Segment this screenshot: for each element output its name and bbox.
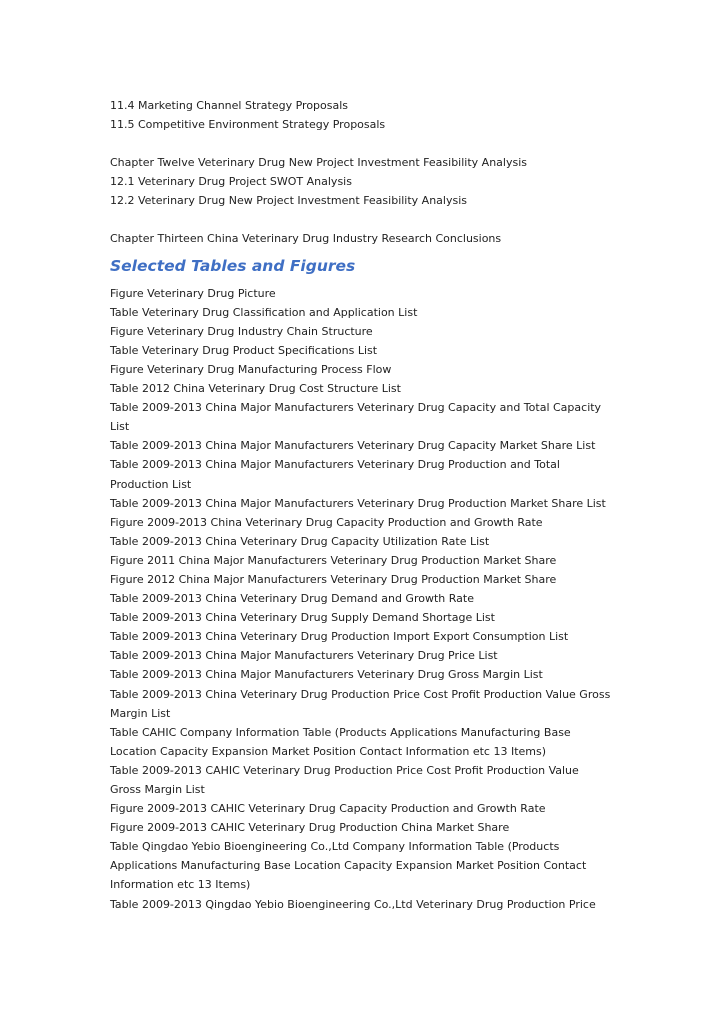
list-item: Table Veterinary Drug Classification and Application List — [110, 305, 418, 319]
toc-line: 11.5 Competitive Environment Strategy Proposals — [110, 118, 386, 132]
list-item: Figure Veterinary Drug Industry Chain Structure — [110, 324, 373, 338]
list-item: List — [110, 420, 130, 434]
list-item: Table 2009-2013 China Veterinary Drug Capacity Utilization Rate List — [110, 534, 490, 548]
list-item: Table 2009-2013 China Veterinary Drug Demand and Growth Rate — [110, 592, 474, 606]
list-item: Applications Manufacturing Base Location Capacity Expansion Market Position Contact — [110, 859, 587, 873]
list-item: Table 2009-2013 China Major Manufacturers Veterinary Drug Capacity Market Share List — [110, 439, 596, 453]
list-item: Table 2009-2013 China Major Manufacturers Veterinary Drug Capacity and Total Capacity — [110, 401, 602, 415]
list-item: Figure 2012 China Major Manufacturers Veterinary Drug Production Market Share — [110, 572, 557, 586]
list-item: Table 2012 China Veterinary Drug Cost Structure List — [110, 382, 401, 396]
list-item: Gross Margin List — [110, 783, 205, 796]
toc-line: Chapter Thirteen China Veterinary Drug Industry Research Conclusions — [110, 232, 502, 246]
list-item: Figure 2009-2013 CAHIC Veterinary Drug Capacity Production and Growth Rate — [110, 802, 546, 816]
spacer — [110, 210, 670, 229]
toc-line: Chapter Twelve Veterinary Drug New Project Investment Feasibility Analysis — [110, 156, 527, 170]
list-item: Figure 2011 China Major Manufacturers Veterinary Drug Production Market Share — [110, 553, 557, 567]
spacer — [110, 134, 670, 153]
document-page — [110, 96, 670, 914]
toc-chapter-13 — [110, 229, 670, 248]
list-item: Table 2009-2013 China Major Manufacturers Veterinary Drug Gross Margin List — [110, 668, 543, 682]
list-item: Figure Veterinary Drug Picture — [110, 286, 276, 300]
list-item: Figure 2009-2013 China Veterinary Drug Capacity Production and Growth Rate — [110, 515, 543, 529]
list-item: Table Qingdao Yebio Bioengineering Co.,Ltd Company Information Table (Products — [110, 840, 560, 854]
list-item: Table 2009-2013 China Veterinary Drug Production Import Export Consumption List — [110, 630, 569, 644]
list-item: Location Capacity Expansion Market Position Contact Information etc 13 Items) — [110, 744, 547, 758]
list-item: Table 2009-2013 China Veterinary Drug Production Price Cost Profit Production Value Gross — [110, 687, 611, 701]
list-item: Table 2009-2013 China Major Manufacturers Veterinary Drug Production and Total — [110, 458, 560, 472]
toc-line: 12.2 Veterinary Drug New Project Investment Feasibility Analysis — [110, 194, 468, 208]
list-item: Table CAHIC Company Information Table (Products Applications Manufacturing Base — [110, 725, 571, 739]
toc-line: 11.4 Marketing Channel Strategy Proposals — [110, 99, 349, 112]
list-item: Table 2009-2013 China Major Manufacturers Veterinary Drug Price List — [110, 649, 498, 663]
section-heading: Selected Tables and Figures — [110, 256, 356, 275]
list-item: Table 2009-2013 CAHIC Veterinary Drug Production Price Cost Profit Production Value — [110, 763, 579, 777]
toc-chapter-12 — [110, 153, 670, 210]
list-item: Margin List — [110, 706, 171, 720]
list-item: Figure Veterinary Drug Manufacturing Process Flow — [110, 362, 392, 376]
list-item: Table Veterinary Drug Product Specifications List — [110, 343, 378, 357]
toc-section-11 — [110, 96, 670, 134]
list-item: Table 2009-2013 China Major Manufacturers Veterinary Drug Production Market Share List — [110, 496, 606, 510]
list-item: Production List — [110, 477, 192, 491]
list-item: Figure 2009-2013 CAHIC Veterinary Drug Production China Market Share — [110, 821, 510, 835]
list-item: Table 2009-2013 China Veterinary Drug Supply Demand Shortage List — [110, 611, 495, 625]
figures-list — [110, 284, 670, 914]
list-item: Table 2009-2013 Qingdao Yebio Bioengineering Co.,Ltd Veterinary Drug Production Price — [110, 897, 596, 911]
toc-line: 12.1 Veterinary Drug Project SWOT Analysis — [110, 175, 352, 189]
list-item: Information etc 13 Items) — [110, 878, 251, 892]
